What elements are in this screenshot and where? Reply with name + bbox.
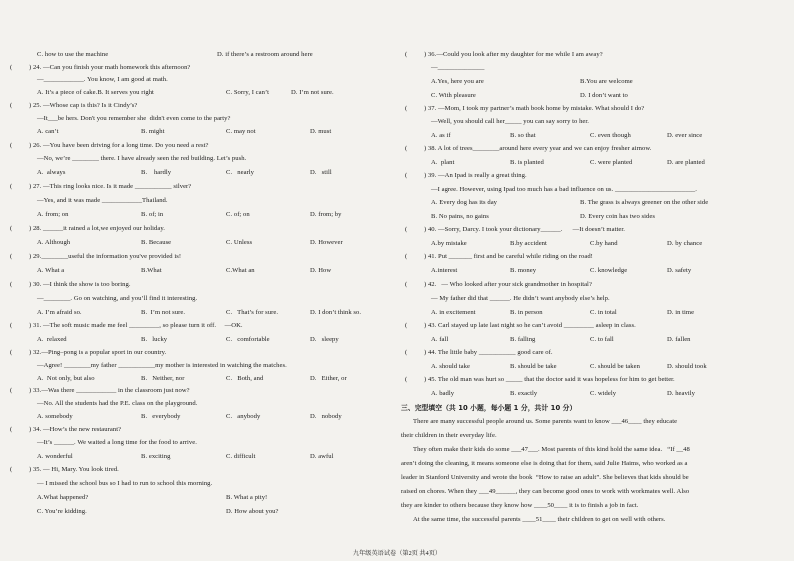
q27-question: ) 27. —This ring looks nice. Is it made ___________ silver? xyxy=(29,183,192,190)
q38-option-d: D. are planted xyxy=(667,159,705,166)
q33-option-a: A. somebody xyxy=(37,413,73,420)
q38-question: ) 38. A lot of trees________around here every year and we can enjoy fresher airnow. xyxy=(424,145,652,152)
q35-answer: — I missed the school bus so I had to run to school this morning. xyxy=(37,480,213,487)
q32-option-a: A. Not only, but also xyxy=(37,375,95,382)
q32-option-d: D. Either, or xyxy=(310,375,347,382)
q42-option-d: D. in time xyxy=(667,309,695,316)
q35-option-a: A.What happened? xyxy=(37,494,89,501)
q27-answer: —Yes, and it was made ____________Thailand. xyxy=(37,197,168,204)
q24-question: ) 24. —Can you finish your math homework this afternoon? xyxy=(29,64,191,71)
q27-option-c: C. of; on xyxy=(226,211,250,218)
q25-answer: —It___be hers. Don't you remember she didn't even come to the party? xyxy=(37,115,231,122)
q45-option-c: C. widely xyxy=(590,390,617,397)
q34-option-d: D. awful xyxy=(310,453,334,460)
q33-answer: —No. All the students had the P.E. class on the playground. xyxy=(37,400,198,407)
q41-question: ) 41. Put _______ first and be careful while riding on the road! xyxy=(424,253,593,260)
section-three-heading: 三、完型填空（共 10 小题，每小题 1 分，共计 10 分） xyxy=(401,404,577,412)
passage-line-1: There are many successful people around us. Some parents want to know ___46____ they educate xyxy=(413,418,678,425)
q35-option-c: C. You’re kidding. xyxy=(37,508,87,515)
q39-option-c: B. No pains, no gains xyxy=(431,213,489,220)
q35-paren: ( xyxy=(10,466,13,473)
q31-question: ) 31. —The soft music made me feel _________, so please turn it off. —OK. xyxy=(29,322,243,329)
passage-line-6: raised on chores. When they ___49______, they can become good ones to work with workmates well. Also xyxy=(401,488,690,495)
q43-paren: ( xyxy=(405,322,408,329)
q27-option-b: B. of; in xyxy=(141,211,164,218)
q27-paren: ( xyxy=(10,183,13,190)
q44-paren: ( xyxy=(405,349,408,356)
q30-answer: —________. Go on watching, and you’ll find it interesting. xyxy=(37,295,198,302)
q26-option-c: C. nearly xyxy=(226,169,255,176)
q37-question: ) 37. —Mom, I took my partner’s math book home by mistake. What should I do? xyxy=(424,105,645,112)
q37-option-b: B. so that xyxy=(510,132,536,139)
q31-option-a: A. relaxed xyxy=(37,336,67,343)
q32-answer: —Agree! ________my father ___________my mother is interested in watching the matches. xyxy=(37,362,287,369)
q26-paren: ( xyxy=(10,142,13,149)
q44-question: ) 44. The little baby ___________ good care of. xyxy=(424,349,553,356)
q44-option-c: C. should be taken xyxy=(590,363,640,370)
q29-paren: ( xyxy=(10,253,13,260)
q29-option-c: C.What an xyxy=(226,267,255,274)
q29-option-d: D. How xyxy=(310,267,332,274)
q31-option-d: D. sleepy xyxy=(310,336,339,343)
q27-option-a: A. from; on xyxy=(37,211,69,218)
passage-line-7: they are kinder to others because they know how ____50____ it is to finish a job in fact. xyxy=(401,502,639,509)
q41-option-c: C. knowledge xyxy=(590,267,628,274)
q43-option-d: D. fallen xyxy=(667,336,691,343)
page-footer: 九年级英语试卷（第2页 共4页） xyxy=(352,550,442,557)
q33-paren: ( xyxy=(10,387,13,394)
q41-option-b: B. money xyxy=(510,267,537,274)
q34-paren: ( xyxy=(10,426,13,433)
q42-paren: ( xyxy=(405,281,408,288)
q33-option-c: C. anybody xyxy=(226,413,261,420)
q34-option-b: B. exciting xyxy=(141,453,171,460)
q28-option-c: C. Unless xyxy=(226,239,253,246)
passage-line-8: At the same time, the successful parents ____51____ their children to get on well with others. xyxy=(413,516,666,523)
q28-paren: ( xyxy=(10,225,13,232)
q26-question: ) 26. —You have been driving for a long time. Do you need a rest? xyxy=(29,142,209,149)
q39-option-b: B. The grass is always greener on the other side xyxy=(580,199,709,206)
q44-option-a: A. should take xyxy=(431,363,470,370)
q42-option-c: C. in total xyxy=(590,309,617,316)
q40-option-a: A.by mistake xyxy=(431,240,467,247)
q43-option-a: A. fall xyxy=(431,336,449,343)
q36-answer: —______________ xyxy=(431,64,485,71)
q37-paren: ( xyxy=(405,105,408,112)
q45-option-b: B. exactly xyxy=(510,390,538,397)
q28-question: ) 28. ______it rained a lot,we enjoyed our holiday. xyxy=(29,225,165,232)
q39-option-d: D. Every coin has two sides xyxy=(580,213,655,220)
q36-option-d: D. I don’t want to xyxy=(580,92,628,99)
q45-paren: ( xyxy=(405,376,408,383)
q36-option-b: B.You are welcome xyxy=(580,78,633,85)
q37-option-a: A. as if xyxy=(431,132,451,139)
q34-option-c: C. difficult xyxy=(226,453,256,460)
passage-line-5: leader in Stanford University and wrote the book “How to raise an adult”. She believes that kids should be xyxy=(401,474,689,481)
q28-option-d: D. However xyxy=(310,239,343,246)
q31-option-b: B. lucky xyxy=(141,336,168,343)
q36-option-a: A.Yes, here you are xyxy=(431,78,484,85)
q38-paren: ( xyxy=(405,145,408,152)
q38-option-c: C. were planted xyxy=(590,159,633,166)
q45-option-a: A. badly xyxy=(431,390,455,397)
q32-paren: ( xyxy=(10,349,13,356)
q34-option-a: A. wonderful xyxy=(37,453,73,460)
q33-option-b: B. everybody xyxy=(141,413,181,420)
passage-line-2: their children in their everyday life. xyxy=(401,432,497,439)
q37-answer: —Well, you should call her_____ you can say sorry to her. xyxy=(431,118,589,125)
q35-option-d: D. How about you? xyxy=(226,508,279,515)
q44-option-b: B. should be take xyxy=(510,363,557,370)
q42-option-a: A. in excitement xyxy=(431,309,476,316)
q26-answer: —No, we’re ________ there. I have already seen the red building. Let’s push. xyxy=(37,155,247,162)
q38-option-b: B. is planted xyxy=(510,159,544,166)
q29-option-b: B.What xyxy=(141,267,162,274)
q37-option-c: C. even though xyxy=(590,132,631,139)
q24-paren: ( xyxy=(10,64,13,71)
q25-option-a: A. can’t xyxy=(37,128,59,135)
q24-option-d: D. I’m not sure. xyxy=(291,89,334,96)
q27-option-d: D. from; by xyxy=(310,211,342,218)
q39-answer: —I agree. However, using Ipad too much has a bad influence on us. ________________________. xyxy=(431,186,697,193)
q41-option-d: D. safety xyxy=(667,267,692,274)
q29-option-a: A. What a xyxy=(37,267,65,274)
q43-option-c: C. to fall xyxy=(590,336,614,343)
q42-question: ) 42. — Who looked after your sick grandmother in hospital? xyxy=(424,281,592,288)
q36-question: ) 36.—Could you look after my daughter for me while I am away? xyxy=(424,51,603,58)
q42-option-b: B. in person xyxy=(510,309,543,316)
q32-question: ) 32.—Ping–pong is a popular sport in our country. xyxy=(29,349,167,356)
q44-option-d: D. should took xyxy=(667,363,707,370)
q31-option-c: C. comfortable xyxy=(226,336,270,343)
q24-answer: —____________. You know, I am good at math. xyxy=(37,76,168,83)
q30-question: ) 30. —I think the show is too boring. xyxy=(29,281,131,288)
q23-option-d: D. if there’s a restroom around here xyxy=(217,51,313,58)
q29-question: ) 29.________useful the information you've provided is! xyxy=(29,253,182,260)
q23-option-c: C. how to use the machine xyxy=(37,51,109,58)
q30-option-a: A. I’m afraid so. xyxy=(37,309,82,316)
q33-option-d: D. nobody xyxy=(310,413,342,420)
q41-paren: ( xyxy=(405,253,408,260)
q36-option-c: C. With pleasure xyxy=(431,92,476,99)
q40-paren: ( xyxy=(405,226,408,233)
q25-option-b: B. might xyxy=(141,128,165,135)
q25-option-c: C. may not xyxy=(226,128,256,135)
q31-paren: ( xyxy=(10,322,13,329)
q25-option-d: D. must xyxy=(310,128,332,135)
q38-option-a: A. plant xyxy=(431,159,455,166)
q30-option-b: B. I’m not sure. xyxy=(141,309,186,316)
q34-answer: —It’s ______. We waited a long time for the food to arrive. xyxy=(37,439,197,446)
q35-question: ) 35. — Hi, Mary. You look tired. xyxy=(29,466,119,473)
q34-question: ) 34. —How’s the new restaurant? xyxy=(29,426,122,433)
q26-option-d: D. still xyxy=(310,169,332,176)
q30-option-c: C. That’s for sure. xyxy=(226,309,279,316)
q26-option-b: B. hardly xyxy=(141,169,172,176)
q28-option-b: B. Because xyxy=(141,239,172,246)
q30-option-d: D. I don’t think so. xyxy=(310,309,362,316)
passage-line-4: aren’t doing the cleaning, it means someone else is doing that for them, said Julie Haims, who worked as a xyxy=(401,460,688,467)
q28-option-a: A. Although xyxy=(37,239,71,246)
q39-question: ) 39. —An Ipad is really a great thing. xyxy=(424,172,527,179)
q24-options-ab: A. It’s a piece of cake.B. It serves you right xyxy=(37,89,154,96)
q39-paren: ( xyxy=(405,172,408,179)
q45-question: ) 45. The old man was hurt so _____ that the doctor said it was hopeless for him to get better. xyxy=(424,376,675,383)
q36-paren: ( xyxy=(405,51,408,58)
q24-option-c: C. Sorry, I can’t xyxy=(226,89,269,96)
q37-option-d: D. ever since xyxy=(667,132,703,139)
q32-option-b: B. Neither, nor xyxy=(141,375,185,382)
passage-line-3: They often make their kids do some ___47___. Most parents of this kind hold the same idea. “If __48 xyxy=(413,446,690,453)
q43-option-b: B. falling xyxy=(510,336,536,343)
q45-option-d: D. heavily xyxy=(667,390,695,397)
q32-option-c: C. Both, and xyxy=(226,375,264,382)
q25-question: ) 25. —Whose cap is this? Is it Cindy’s? xyxy=(29,102,138,109)
q40-option-d: D. by chance xyxy=(667,240,703,247)
q40-question: ) 40. —Sorry, Darcy. I took your dictionary______. —It doesn’t matter. xyxy=(424,226,625,233)
q39-option-a: A. Every dog has its day xyxy=(431,199,498,206)
q43-question: ) 43. Carl stayed up late last night so he can’t avoid _________ asleep in class. xyxy=(424,322,636,329)
q26-option-a: A. always xyxy=(37,169,66,176)
q33-question: ) 33.—Was there ____________ in the classroom just now? xyxy=(29,387,190,394)
q40-option-c: C.by hand xyxy=(590,240,618,247)
q35-option-b: B. What a pity! xyxy=(226,494,268,501)
q30-paren: ( xyxy=(10,281,13,288)
q42-answer: — My father did that ______. He didn’t want anybody else’s help. xyxy=(431,295,610,302)
q25-paren: ( xyxy=(10,102,13,109)
q41-option-a: A.interest xyxy=(431,267,458,274)
q40-option-b: B.by accident xyxy=(510,240,547,247)
